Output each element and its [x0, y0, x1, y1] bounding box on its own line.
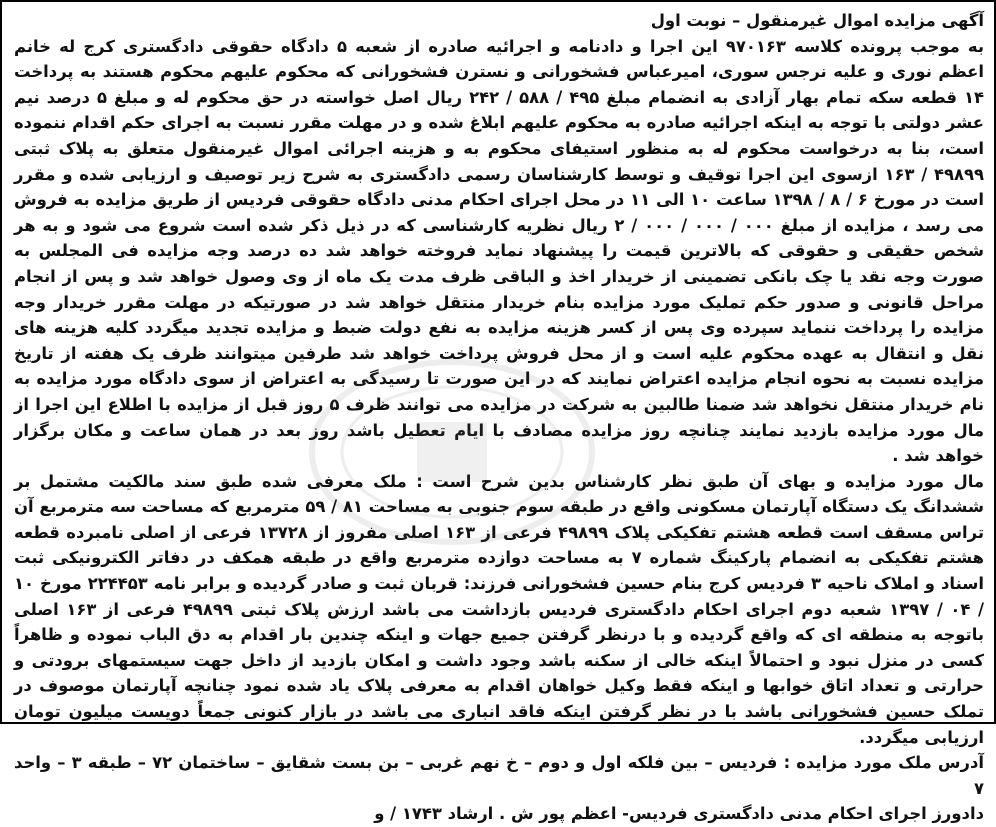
notice-address: آدرس ملک مورد مزایده : فردیس – بین فلکه اول و دوم – خ نهم غربی – بن بست شقایق – ساختمان ۷۲ – طبقه ۳ – واحد ۷ — [14, 753, 984, 798]
auction-notice — [2, 2, 994, 827]
notice-paragraph-property: مال مورد مزایده و بهای آن طبق نظر کارشناس بدین شرح است : ملک معرفی شده طبق سند مالکیت مشتمل بر ششدانگ یک دستگاه آپارتمان مسکونی واقع در طبقه سوم جنوبی به مساحت ۸۱ / ۵۹ مترمربع که مساحت سه مترمربع آن تراس مسقف است قطعه هشتم تفکیکی پلاک ۴۹۸۹۹ فرعی از ۱۶۳ اصلی مفروز از ۱۳۷۲۸ فرعی از اصلی نامبرده قطعه هشتم تفکیکی به انضمام پارکینگ شماره ۷ به مساحت دوازده مترمربع واقع در طبقه همکف در دفاتر الکترونیکی ثبت اسناد و املاک ناحیه ۳ فردیس کرج بنام حسین فشخورانی فرزند: قربان ثبت و صادر گردیده و برابر نامه ۲۲۴۴۵۳ مورخ ۱۰ / ۰۴ / ۱۳۹۷ شعبه دوم اجرای احکام دادگستری فردیس بازداشت می باشد ارزش پلاک ثبتی ۴۹۸۹۹ فرعی از ۱۶۳ اصلی باتوجه به منطقه ای که واقع گردیده و با درنظر گرفتن جمیع جهات و اینکه چندین بار اقدام به دق الباب نموده و ظاهراً کسی در منزل نبود و احتمالاً اینکه خالی از سکنه باشد وجود داشت و امکان بازدید از داخل جهت سیستمهای برودتی و حرارتی و تعداد اتاق خوابها و اینکه فقط وکیل خواهان اقدام به معرفی پلاک یاد شده نمود چنانچه آپارتمان موصوف در تملک حسین فشخورانی باشد با در نظر گرفتن اینکه فاقد انباری می باشد در بازار کنونی جمعاً دویست میلیون تومان ارزیابی میگردد. — [14, 471, 985, 747]
notice-signature: دادورز اجرای احکام مدنی دادگستری فردیس- اعظم پور ش . ارشاد ۱۷۴۳ / و — [374, 804, 984, 824]
notice-paragraph-terms: به موجب پرونده کلاسه ۹۷۰۱۶۳ این اجرا و دادنامه و اجرائیه صادره از شعبه ۵ دادگاه حقوقی دادگستری کرج له خانم اعظم نوری و علیه نرجس سوری، امیرعباس فشخورانی و نسترن فشخورانی که محکوم علیهم محکوم هستند به پرداخت ۱۴ قطعه سکه تمام بهار آزادی به انضمام مبلغ ۴۹۵ / ۵۸۸ / ۲۴۲ ریال اصل خواسته در حق محکوم له و مبلغ ۵ درصد نیم عشر دولتی با توجه به اینکه اجرائیه صادره به محکوم علیهم ابلاغ شده و در مهلت مقرر نسبت به اجرای حکم اقدام ننموده است، بنا به درخواست محکوم له به منظور استیفای محکوم به و هزینه اجرائی اموال غیرمنقول متعلق به پلاک ثبتی ۴۹۸۹۹ / ۱۶۳ ازسوی این اجرا توقیف و توسط کارشناسان رسمی دادگستری به شرح زیر توصیف و ارزیابی شده و مقرر است در مورخ ۶ / ۸ / ۱۳۹۸ ساعت ۱۰ الی ۱۱ در محل اجرای احکام مدنی دادگاه حقوقی فردیس از طریق مزایده به فروش می رسد ، مزایده از مبلغ ۰۰۰ / ۰۰۰ / ۰۰۰ / ۲ ریال نظریه کارشناسی که در ذیل ذکر شده است شروع می شود و به هر شخص حقیقی و حقوقی که بالاترین قیمت را پیشنهاد نماید فروخته خواهد شد ده درصد وجه مزایده فی المجلس به صورت وجه نقد یا چک بانکی تضمینی از خریدار اخذ و الباقی ظرف مدت یک ماه از وی وصول خواهد شد و پس از انجام مراحل قانونی و صدور حکم تملیک مورد مزایده بنام خریدار منتقل خواهد شد در صورتیکه در مهلت مقرر خریدار وجه مزایده را پرداخت ننماید سپرده وی پس از کسر هزینه مزایده به نفع دولت ضبط و مزایده تجدید میگردد کلیه هزینه های نقل و انتقال به عهده محکوم علیه است و از محل فروش پرداخت خواهد شد طرفین میتوانند ظرف یک هفته از تاریخ مزایده نسبت به نحوه انجام مزایده اعتراض نمایند که در این صورت تا رسیدگی به اعتراض از سوی دادگاه مورد مزایده به نام خریدار منتقل نخواهد شد ضمنا طالبین به شرکت در مزایده می توانند ظرف ۵ روز قبل از مزایده با اطلاع این اجرا از مال مورد مزایده بازدید نمایند چنانچه روز مزایده مصادف با ایام تعطیل باشد روز بعد در همان ساعت و مکان برگزار خواهد شد . — [14, 36, 985, 466]
notice-title: آگهی مزایده اموال غیرمنقول – نوبت اول — [650, 11, 984, 30]
